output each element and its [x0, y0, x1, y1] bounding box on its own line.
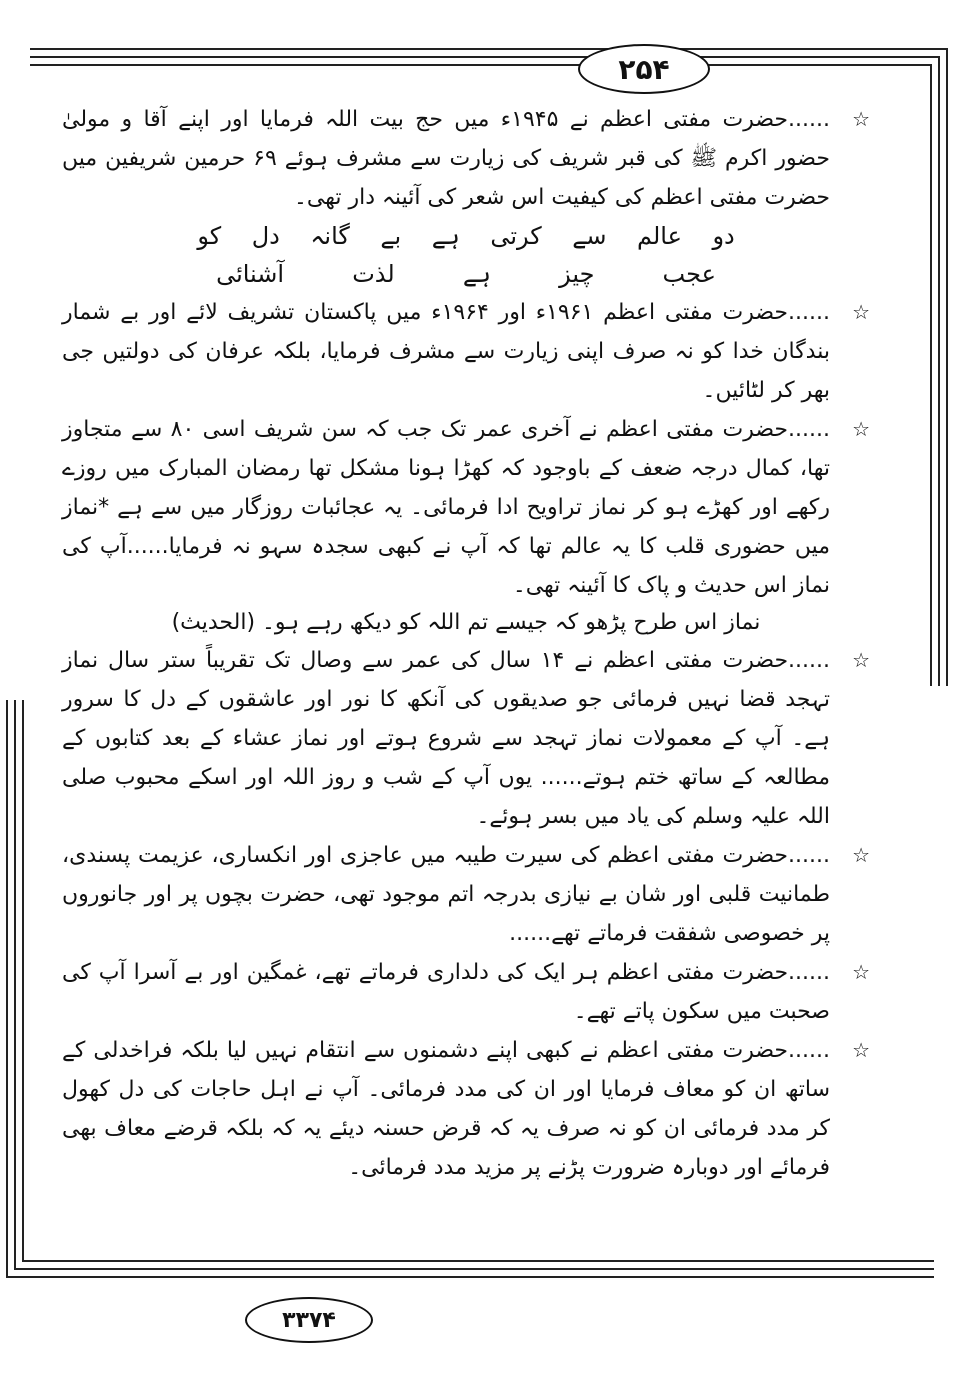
paragraph-kindness: [62, 953, 870, 1031]
verse-word: آشنائی: [216, 260, 285, 288]
paragraph-text: ......حضرت مفتی اعظم ہر ایک کی دلداری فرماتے تھے، غمگین اور بے آسرا آپ کی صحبت میں سکون پاتے تھے۔: [62, 960, 830, 1024]
verse-word: کو: [197, 222, 222, 250]
star-icon: ☆: [852, 648, 870, 672]
verse-word: عجب: [662, 260, 716, 288]
verse-line-2: [62, 255, 870, 293]
star-icon: ☆: [852, 1038, 870, 1062]
paragraph-tahajjud: [62, 641, 870, 836]
star-icon: ☆: [852, 843, 870, 867]
verse-word: دل: [251, 222, 280, 250]
verse-word: بے: [380, 222, 402, 250]
paragraph-pakistan-visit: [62, 293, 870, 410]
paragraph-text: ......حضرت مفتی اعظم نے ۱۹۴۵ء میں حج بیت اللہ فرمایا اور اپنے آقا و مولیٰ حضور اکرم ﷺ کی قبر شریف کی زیارت سے مشرف ہوئے ۶۹ حرمین شریفین میں حضرت مفتی اعظم کی کیفیت اس شعر کی آئینہ دار تھی۔: [62, 107, 830, 210]
page-number-top: ۲۵۴: [578, 44, 710, 94]
page-body: [62, 100, 870, 1187]
verse-word: لذت: [352, 260, 395, 288]
verse-word: گانہ: [310, 222, 350, 250]
hadith-quote: نماز اس طرح پڑھو کہ جیسے تم اللہ کو دیکھ رہے ہو۔ (الحدیث): [171, 610, 761, 635]
paragraph-ramadan: [62, 410, 870, 605]
star-icon: ☆: [852, 417, 870, 441]
page-number-bottom: ۳۳۷۴: [245, 1297, 373, 1343]
paragraph-character: [62, 836, 870, 953]
verse-word: چیز: [559, 260, 595, 288]
star-icon: ☆: [852, 960, 870, 984]
paragraph-text: ......حضرت مفتی اعظم ۱۹۶۱ء اور ۱۹۶۴ء میں پاکستان تشریف لائے اور بے شمار بندگان خدا کو نہ صرف اپنی زیارت سے مشرف فرمایا، بلکہ عرفان کی دولتیں جی بھر کر لٹائیں۔: [62, 300, 830, 403]
paragraph-hajj: [62, 100, 870, 217]
verse-word: سے: [572, 222, 607, 250]
verse-word: دو: [712, 222, 735, 250]
verse-word: عالم: [636, 222, 682, 250]
paragraph-forgiveness: [62, 1031, 870, 1187]
star-icon: ☆: [852, 107, 870, 131]
verse-word: ہے: [462, 260, 491, 288]
verse-word: ہے: [431, 222, 460, 250]
paragraph-text: ......حضرت مفتی اعظم نے آخری عمر تک جب کہ سن شریف اسی ۸۰ سے متجاوز تھا، کمال درجہ ضعف کے باوجود کہ کھڑا ہونا مشکل تھا رمضان المبارک میں روزے رکھے اور کھڑے ہو کر نماز تراویح ادا فرمائی۔ یہ عجائبات روزگار میں سے ہے *نماز میں حضوری قلب کا یہ عالم تھا کہ آپ نے کبھی سجدہ سہو نہ فرمایا......آپ کی نماز اس حدیث و پاک کا آئینہ تھی۔: [62, 417, 830, 598]
paragraph-text: ......حضرت مفتی اعظم نے کبھی اپنے دشمنوں سے انتقام نہیں لیا بلکہ فراخدلی کے ساتھ ان کو معاف فرمایا اور ان کی مدد فرمائی۔ آپ نے اہل حاجات کی دل کھول کر مدد فرمائی ان کو نہ صرف یہ کہ قرض حسنہ دیئے یہ کہ بلکہ قرضے معاف بھی فرمائے اور دوبارہ ضرورت پڑنے پر مزید مدد فرمائی۔: [62, 1038, 830, 1180]
verse-line-1: [62, 217, 870, 255]
paragraph-text: ......حضرت مفتی اعظم نے ۱۴ سال کی عمر سے وصال تک تقریباً ستر سال نماز تہجد قضا نہیں فرمائی جو صدیقوں کی آنکھ کا نور اور عاشقوں کے دل کا سرور ہے۔ آپ کے معمولات نماز تہجد سے شروع ہوتے اور نماز عشاء کے بعد کتابوں کے مطالعہ کے ساتھ ختم ہوتے...... یوں آپ کے شب و روز اللہ اور اسکے محبوب صلی اللہ علیہ وسلم کی یاد میں بسر ہوئے۔: [62, 648, 830, 829]
verse-word: کرتی: [490, 222, 542, 250]
paragraph-text: ......حضرت مفتی اعظم کی سیرت طیبہ میں عاجزی اور انکساری، عزیمت پسندی، طمانیت قلبی اور شان بے نیازی بدرجہ اتم موجود تھی، حضرت بچوں پر اور جانوروں پر خصوصی شفقت فرماتے تھے......: [62, 843, 830, 946]
star-icon: ☆: [852, 300, 870, 324]
